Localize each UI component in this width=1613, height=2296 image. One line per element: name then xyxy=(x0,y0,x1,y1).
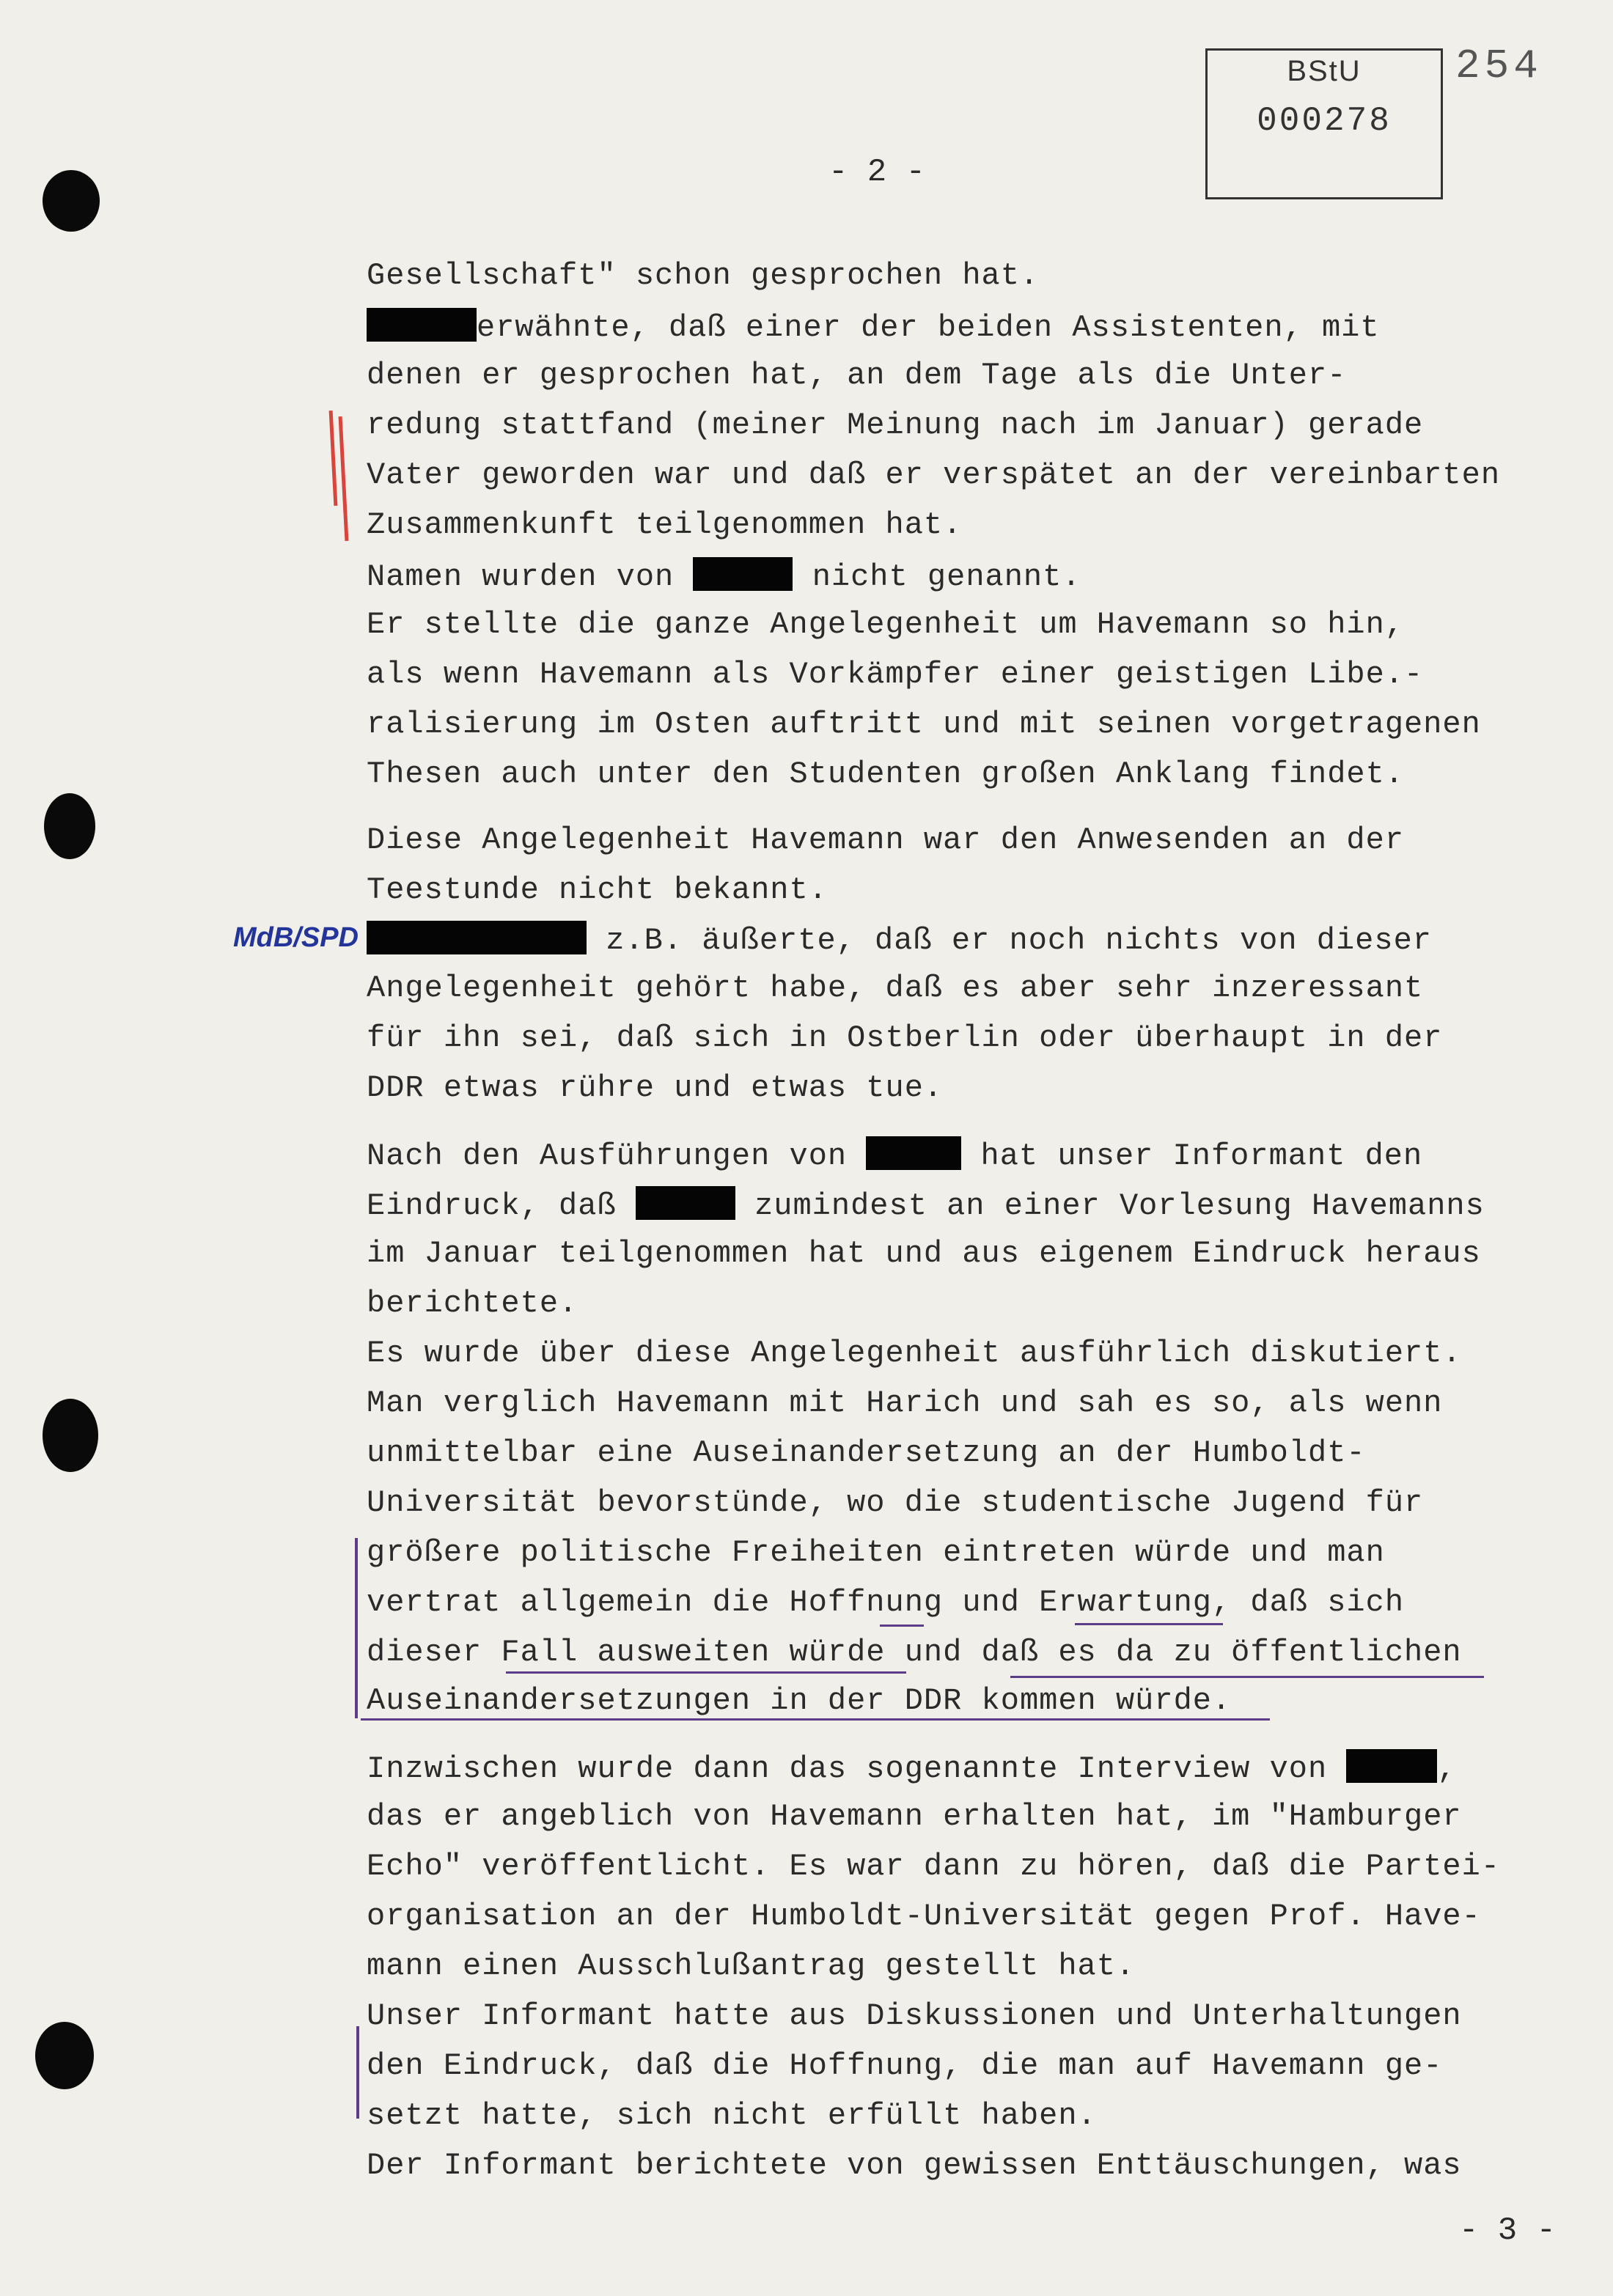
next-page-indicator: - 3 - xyxy=(1459,2212,1557,2249)
text-line: Inzwischen wurde dann das sogenannte Interview von , xyxy=(367,1749,1457,1787)
text-line: dieser Fall ausweiten würde und daß es da zu öffentlichen xyxy=(367,1635,1462,1670)
purple-margin-bracket xyxy=(356,2026,359,2119)
text-line: redung stattfand (meiner Meinung nach im Januar) gerade xyxy=(367,408,1424,443)
text-line: Namen wurden von nicht genannt. xyxy=(367,557,1081,595)
text-line: ralisierung im Osten auftritt und mit seinen vorgetragenen xyxy=(367,707,1481,742)
text-line: Vater geworden war und daß er verspätet an der vereinbarten xyxy=(367,457,1501,493)
text-line: Thesen auch unter den Studenten großen Anklang findet. xyxy=(367,757,1405,792)
text-line: Zusammenkunft teilgenommen hat. xyxy=(367,507,963,542)
redaction xyxy=(367,308,477,342)
text-line: Unser Informant hatte aus Diskussionen und Unterhaltungen xyxy=(367,1998,1462,2034)
page-number: - 2 - xyxy=(828,154,926,191)
text-line: Diese Angelegenheit Havemann war den Anwesenden an der xyxy=(367,823,1405,858)
text-line: DDR etwas rühre und etwas tue. xyxy=(367,1070,944,1105)
text-line: Gesellschaft" schon gesprochen hat. xyxy=(367,258,1040,293)
text-line: das er angeblich von Havemann erhalten hat, im "Hamburger xyxy=(367,1799,1462,1834)
text-line: für ihn sei, daß sich in Ostberlin oder überhaupt in der xyxy=(367,1020,1443,1056)
stamp-number: 000278 xyxy=(1257,102,1392,140)
text-line: den Eindruck, daß die Hoffnung, die man auf Havemann ge- xyxy=(367,2048,1443,2083)
purple-margin-bracket xyxy=(355,1538,358,1718)
punch-hole xyxy=(44,793,95,859)
text-line: Man verglich Havemann mit Harich und sah es so, als wenn xyxy=(367,1386,1443,1421)
red-margin-mark xyxy=(329,411,338,506)
redaction xyxy=(636,1186,735,1220)
text-line: vertrat allgemein die Hoffnung und Erwartung, daß sich xyxy=(367,1585,1405,1620)
text-line: Der Informant berichtete von gewissen Enttäuschungen, was xyxy=(367,2148,1462,2183)
red-margin-mark xyxy=(339,416,349,541)
redaction xyxy=(866,1136,961,1170)
text-line: Angelegenheit gehört habe, daß es aber sehr inzeressant xyxy=(367,971,1424,1006)
text-line: größere politische Freiheiten eintreten würde und man xyxy=(367,1535,1385,1570)
text-line: Universität bevorstünde, wo die studentische Jugend für xyxy=(367,1485,1424,1520)
redaction xyxy=(367,921,587,954)
pencil-underline xyxy=(506,1671,906,1674)
redaction xyxy=(693,557,793,591)
text-line: im Januar teilgenommen hat und aus eigenem Eindruck heraus xyxy=(367,1236,1481,1271)
text-line: unmittelbar eine Auseinandersetzung an der Humboldt- xyxy=(367,1435,1366,1471)
text-line: Auseinandersetzungen in der DDR kommen würde. xyxy=(367,1683,1232,1718)
text-line: mann einen Ausschlußantrag gestellt hat. xyxy=(367,1949,1136,1984)
text-line: denen er gesprochen hat, an dem Tage als die Unter- xyxy=(367,358,1347,393)
pencil-underline xyxy=(1075,1623,1223,1625)
margin-note: MdB/SPD xyxy=(233,922,359,953)
text-line: Echo" veröffentlicht. Es war dann zu hören, daß die Partei- xyxy=(367,1849,1501,1884)
text-line: Teestunde nicht bekannt. xyxy=(367,872,828,908)
pencil-underline xyxy=(361,1718,1270,1721)
text-line: Es wurde über diese Angelegenheit ausführlich diskutiert. xyxy=(367,1336,1462,1371)
text-line: Nach den Ausführungen von hat unser Informant den xyxy=(367,1136,1422,1174)
stamp-archive-label: BStU xyxy=(1287,55,1362,87)
punch-hole xyxy=(43,1399,98,1472)
text-line: erwähnte, daß einer der beiden Assistenten, mit xyxy=(367,308,1380,345)
text-line: z.B. äußerte, daß er noch nichts von dieser xyxy=(367,921,1432,958)
folio-number: 254 xyxy=(1455,43,1543,89)
text-line: berichtete. xyxy=(367,1286,578,1321)
text-line: Er stellte die ganze Angelegenheit um Havemann so hin, xyxy=(367,607,1405,642)
pencil-underline xyxy=(1095,1676,1484,1678)
archive-stamp xyxy=(1205,48,1443,199)
text-line: setzt hatte, sich nicht erfüllt haben. xyxy=(367,2098,1097,2133)
text-line: als wenn Havemann als Vorkämpfer einer geistigen Libe.- xyxy=(367,657,1424,692)
redaction xyxy=(1346,1749,1437,1783)
text-line: Eindruck, daß zumindest an einer Vorlesung Havemanns xyxy=(367,1186,1485,1224)
punch-hole xyxy=(35,2022,94,2089)
punch-hole xyxy=(43,170,100,232)
pencil-underline xyxy=(880,1625,924,1627)
text-line: organisation an der Humboldt-Universität gegen Prof. Have- xyxy=(367,1899,1481,1934)
